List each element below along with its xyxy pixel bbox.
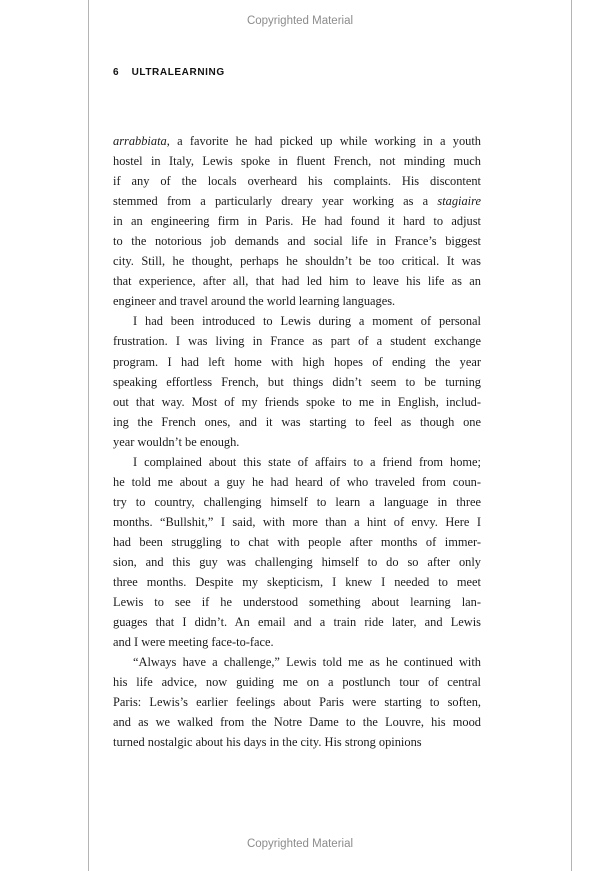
text-line: ing the French ones, and it was starting to feel as though one xyxy=(113,414,481,429)
text-line: sion, and this guy was challenging himself to do so after only xyxy=(113,554,481,569)
page-edge-right xyxy=(571,0,572,871)
text-line: his life advice, now guiding me on a postlunch tour of central xyxy=(113,675,481,690)
page-number: 6 xyxy=(113,67,119,78)
running-title: ULTRALEARNING xyxy=(131,67,225,78)
text-line: Lewis to see if he understood something about learning lan- xyxy=(113,595,481,610)
text-line: guages that I didn’t. An email and a train ride later, and Lewis xyxy=(113,615,481,630)
paragraph xyxy=(113,452,481,652)
text-line: I complained about this state of affairs to a friend from home; xyxy=(133,454,481,469)
text-line: three months. Despite my skepticism, I knew I needed to meet xyxy=(113,575,481,590)
paragraph xyxy=(113,131,481,311)
page-content xyxy=(113,66,481,752)
text-line: arrabbiata, a favorite he had picked up while working in a youth xyxy=(113,134,481,148)
text-line: in an engineering firm in Paris. He had found it hard to adjust xyxy=(113,214,481,229)
text-line: to the notorious job demands and social life in France’s biggest xyxy=(113,234,481,249)
text-line: that experience, after all, that had led him to leave his life as an xyxy=(113,274,481,289)
text-line: turned nostalgic about his days in the city. His strong opinions xyxy=(113,735,422,750)
copyright-notice-bottom: Copyrighted Material xyxy=(246,838,354,850)
text-line: year wouldn’t be enough. xyxy=(113,434,240,449)
body-text xyxy=(113,131,481,752)
copyright-notice-top: Copyrighted Material xyxy=(246,15,354,27)
text-line: he told me about a guy he had heard of who traveled from coun- xyxy=(113,474,481,489)
text-line: engineer and travel around the world learning languages. xyxy=(113,294,396,309)
text-line: “Always have a challenge,” Lewis told me as he continued with xyxy=(133,655,481,670)
text-line: I had been introduced to Lewis during a moment of personal xyxy=(133,314,481,329)
text-line: if any of the locals overheard his complaints. His discontent xyxy=(113,174,481,189)
text-line: stemmed from a particularly dreary year working as a stagiaire xyxy=(113,194,481,209)
text-line: and as we walked from the Notre Dame to the Louvre, his mood xyxy=(113,715,481,730)
page-header xyxy=(113,66,481,79)
paragraph xyxy=(113,652,481,752)
text-line: out that way. Most of my friends spoke to me in English, includ- xyxy=(113,394,481,409)
paragraph xyxy=(113,311,481,451)
text-line: frustration. I was living in France as part of a student exchange xyxy=(113,334,481,349)
text-line: had been struggling to chat with people after months of immer- xyxy=(113,534,481,549)
text-line: speaking effortless French, but things didn’t seem to be turning xyxy=(113,374,481,389)
text-line: Paris: Lewis’s earlier feelings about Paris were starting to soften, xyxy=(113,695,481,710)
text-line: program. I had left home with high hopes of ending the year xyxy=(113,354,481,369)
text-line: try to country, challenging himself to learn a language in three xyxy=(113,494,481,509)
page-edge-left xyxy=(88,0,89,871)
text-line: months. “Bullshit,” I said, with more than a hint of envy. Here I xyxy=(113,514,481,529)
text-line: hostel in Italy, Lewis spoke in fluent French, not minding much xyxy=(113,154,481,169)
text-line: city. Still, he thought, perhaps he shouldn’t be too critical. It was xyxy=(113,254,481,269)
text-line: and I were meeting face-to-face. xyxy=(113,635,274,650)
